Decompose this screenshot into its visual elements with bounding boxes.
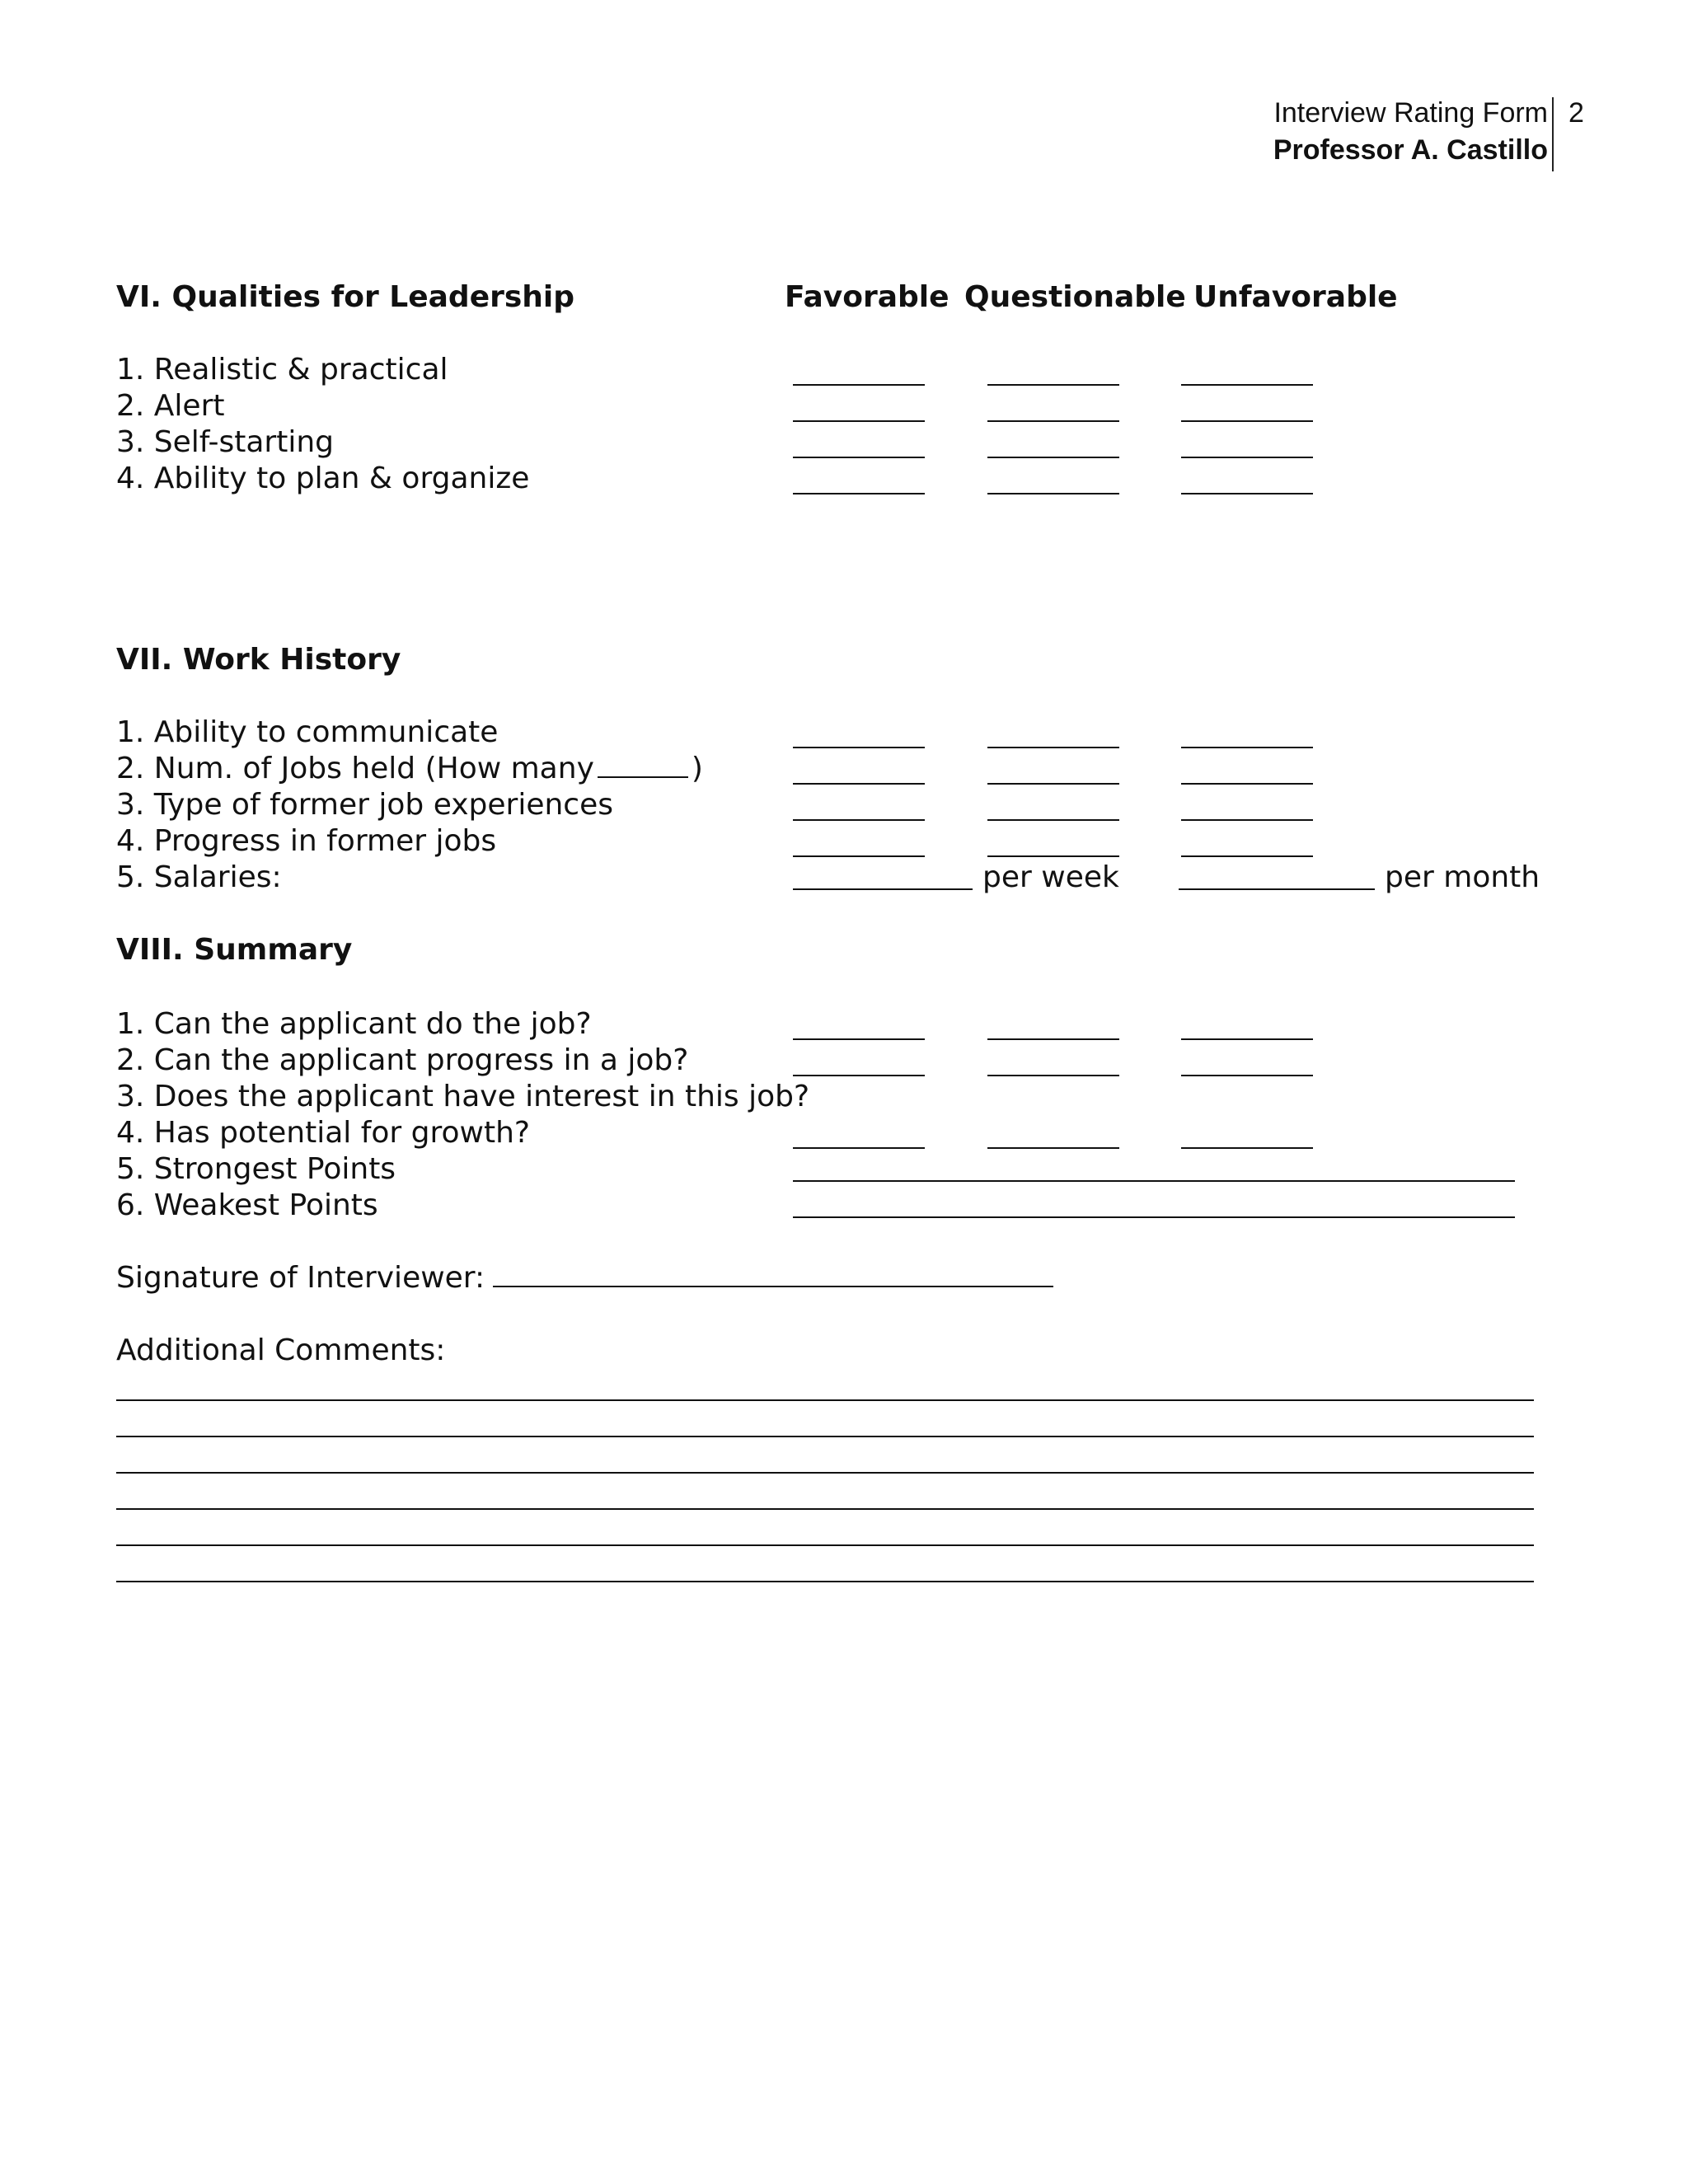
summary-item-do-job: 1. Can the applicant do the job?: [116, 1007, 592, 1041]
weakest-points-field[interactable]: [793, 1216, 1515, 1218]
signature-row: [116, 1261, 1053, 1295]
salary-per-week-field[interactable]: [793, 888, 973, 890]
rating-blank-alert-favorable[interactable]: [793, 420, 925, 422]
column-header-questionable: Questionable: [964, 280, 1186, 314]
summary-item-interest: 3. Does the applicant have interest in this job?: [116, 1080, 810, 1113]
leadership-item-plan-organize: 4. Ability to plan & organize: [116, 462, 530, 495]
rating-blank-jobs-held-questionable[interactable]: [987, 783, 1119, 785]
rating-blank-self-starting-questionable[interactable]: [987, 457, 1119, 458]
page-number: 2: [1568, 97, 1584, 129]
section-heading-leadership: VI. Qualities for Leadership: [116, 280, 575, 314]
summary-item-growth: 4. Has potential for growth?: [116, 1116, 531, 1150]
summary-item-weakest: 6. Weakest Points: [116, 1188, 378, 1222]
per-week-label: per week: [982, 860, 1119, 894]
rating-blank-progress-questionable[interactable]: [987, 855, 1119, 857]
per-month-label: per month: [1385, 860, 1540, 894]
rating-blank-progress-job-favorable[interactable]: [793, 1075, 925, 1076]
rating-blank-self-starting-unfavorable[interactable]: [1181, 457, 1313, 458]
jobs-count-field[interactable]: [598, 776, 688, 778]
rating-blank-realistic-favorable[interactable]: [793, 384, 925, 386]
rating-blank-self-starting-favorable[interactable]: [793, 457, 925, 458]
leadership-item-self-starting: 3. Self-starting: [116, 425, 335, 459]
rating-blank-jobs-held-favorable[interactable]: [793, 783, 925, 785]
rating-blank-job-types-unfavorable[interactable]: [1181, 819, 1313, 821]
rating-blank-progress-job-questionable[interactable]: [987, 1075, 1119, 1076]
rating-blank-job-types-favorable[interactable]: [793, 819, 925, 821]
section-heading-summary: VIII. Summary: [116, 933, 353, 967]
strongest-points-field[interactable]: [793, 1180, 1515, 1182]
rating-blank-communicate-unfavorable[interactable]: [1181, 747, 1313, 748]
summary-item-progress: 2. Can the applicant progress in a job?: [116, 1043, 689, 1077]
work-item-jobs-held-label: 2. Num. of Jobs held (How many: [116, 752, 594, 785]
rating-blank-plan-organize-favorable[interactable]: [793, 493, 925, 494]
rating-blank-do-job-unfavorable[interactable]: [1181, 1038, 1313, 1040]
salary-per-month-field[interactable]: [1179, 888, 1375, 890]
rating-blank-growth-questionable[interactable]: [987, 1147, 1119, 1149]
comment-line[interactable]: [116, 1436, 1534, 1437]
rating-blank-growth-favorable[interactable]: [793, 1147, 925, 1149]
rating-blank-plan-organize-unfavorable[interactable]: [1181, 493, 1313, 494]
comments-label: Additional Comments:: [116, 1333, 446, 1367]
comment-line[interactable]: [116, 1544, 1534, 1546]
rating-blank-alert-questionable[interactable]: [987, 420, 1119, 422]
signature-field[interactable]: [493, 1285, 1053, 1287]
comment-line[interactable]: [116, 1581, 1534, 1582]
rating-blank-do-job-questionable[interactable]: [987, 1038, 1119, 1040]
comment-line[interactable]: [116, 1399, 1534, 1401]
work-item-job-types: 3. Type of former job experiences: [116, 788, 613, 822]
rating-blank-job-types-questionable[interactable]: [987, 819, 1119, 821]
section-heading-work-history: VII. Work History: [116, 643, 401, 677]
leadership-item-realistic: 1. Realistic & practical: [116, 353, 448, 387]
summary-item-strongest: 5. Strongest Points: [116, 1152, 396, 1186]
header-divider: [1552, 97, 1554, 171]
work-item-salaries: 5. Salaries:: [116, 860, 282, 894]
rating-blank-alert-unfavorable[interactable]: [1181, 420, 1313, 422]
rating-blank-jobs-held-unfavorable[interactable]: [1181, 783, 1313, 785]
work-item-communicate: 1. Ability to communicate: [116, 715, 499, 749]
rating-blank-progress-job-unfavorable[interactable]: [1181, 1075, 1313, 1076]
comment-line[interactable]: [116, 1472, 1534, 1474]
column-header-favorable: Favorable: [785, 280, 950, 314]
rating-blank-realistic-unfavorable[interactable]: [1181, 384, 1313, 386]
rating-blank-progress-unfavorable[interactable]: [1181, 855, 1313, 857]
author-name: Professor A. Castillo: [1273, 134, 1548, 166]
rating-blank-do-job-favorable[interactable]: [793, 1038, 925, 1040]
work-item-progress: 4. Progress in former jobs: [116, 824, 497, 858]
work-item-jobs-held: [116, 752, 703, 785]
rating-blank-realistic-questionable[interactable]: [987, 384, 1119, 386]
rating-blank-communicate-questionable[interactable]: [987, 747, 1119, 748]
column-header-unfavorable: Unfavorable: [1193, 280, 1398, 314]
rating-blank-growth-unfavorable[interactable]: [1181, 1147, 1313, 1149]
form-title: Interview Rating Form: [1273, 97, 1548, 129]
rating-blank-communicate-favorable[interactable]: [793, 747, 925, 748]
jobs-count-close: ): [691, 752, 703, 785]
signature-label: Signature of Interviewer:: [116, 1261, 485, 1295]
comment-line[interactable]: [116, 1508, 1534, 1510]
leadership-item-alert: 2. Alert: [116, 389, 225, 423]
rating-blank-plan-organize-questionable[interactable]: [987, 493, 1119, 494]
rating-blank-progress-favorable[interactable]: [793, 855, 925, 857]
